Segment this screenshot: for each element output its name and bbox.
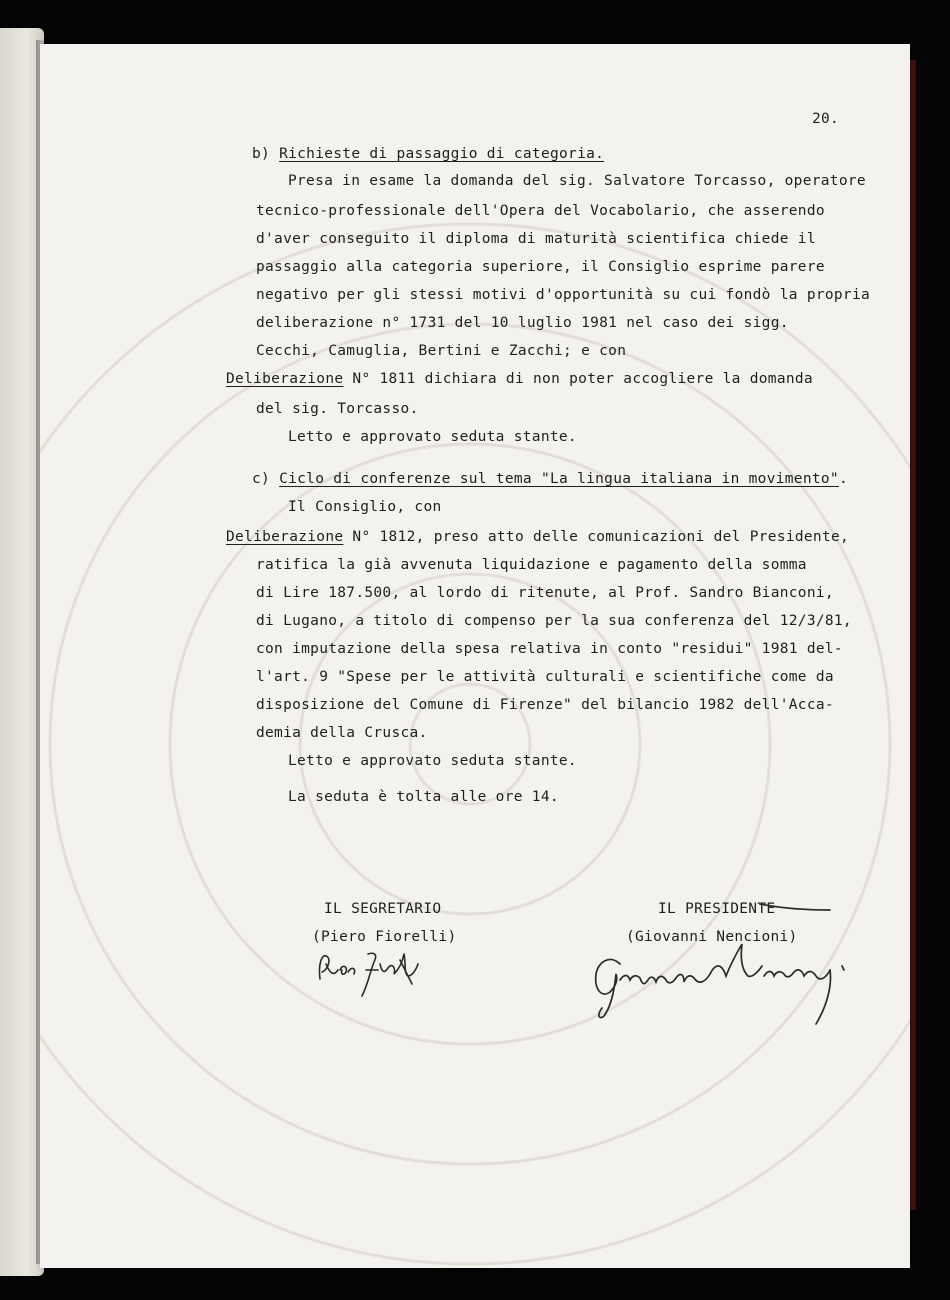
section-b-heading xyxy=(252,147,604,162)
section-c-line-6: disposizione del Comune di Firenze" del bilancio 1982 dell'Acca- xyxy=(256,697,834,713)
section-b-line-7: Cecchi, Camuglia, Bertini e Zacchi; e con xyxy=(256,343,627,359)
deliberation-1812-text: N° 1812, preso atto delle comunicazioni del Presidente, xyxy=(343,529,850,545)
section-c-title: Ciclo di conferenze sul tema "La lingua italiana in movimento" xyxy=(279,471,839,487)
section-b-approval: Letto e approvato seduta stante. xyxy=(288,429,577,445)
section-c-intro: Il Consiglio, con xyxy=(288,499,442,515)
section-b-deliberation xyxy=(226,372,813,387)
secretary-title: IL SEGRETARIO xyxy=(324,901,442,917)
secretary-name: (Piero Fiorelli) xyxy=(312,929,457,945)
closing-line: La seduta è tolta alle ore 14. xyxy=(288,789,559,805)
section-b-line-1: Presa in esame la domanda del sig. Salvatore Torcasso, operatore xyxy=(288,173,866,189)
section-c-title-end: . xyxy=(838,471,848,487)
page-number: 20. xyxy=(812,111,840,127)
section-b-title: Richieste di passaggio di categoria. xyxy=(279,146,605,162)
section-c-line-4: con imputazione della spesa relativa in conto "residui" 1981 del- xyxy=(256,641,843,657)
secretary-signature xyxy=(308,924,428,1004)
section-c-line-1: ratifica la già avvenuta liquidazione e pagamento della somma xyxy=(256,557,807,573)
section-c-approval: Letto e approvato seduta stante. xyxy=(288,753,577,769)
deliberation-1811-label: Deliberazione xyxy=(226,371,344,387)
document-page xyxy=(40,44,910,1268)
section-c-deliberation xyxy=(226,530,849,545)
section-b-line-5: negativo per gli stessi motivi d'opportunità su cui fondò la propria xyxy=(256,287,871,303)
section-b-line-6: deliberazione n° 1731 del 10 luglio 1981 nel caso dei sigg. xyxy=(256,315,789,331)
section-b-deliberation-cont: del sig. Torcasso. xyxy=(256,401,419,417)
president-signature xyxy=(580,901,870,1034)
deliberation-1812-label: Deliberazione xyxy=(226,529,344,545)
section-b-line-4: passaggio alla categoria superiore, il Consiglio esprime parere xyxy=(256,259,825,275)
president-title: IL PRESIDENTE xyxy=(658,901,776,917)
section-b-line-2: tecnico-professionale dell'Opera del Vocabolario, che asserendo xyxy=(256,203,825,219)
deliberation-1811-text: N° 1811 dichiara di non poter accogliere la domanda xyxy=(343,371,813,387)
section-c-line-7: demia della Crusca. xyxy=(256,725,428,741)
section-b-label: b) xyxy=(252,146,271,162)
section-c-label: c) xyxy=(252,471,271,487)
section-c-line-5: l'art. 9 "Spese per le attività culturali e scientifiche come da xyxy=(256,669,834,685)
section-c-heading xyxy=(252,472,848,487)
section-c-line-2: di Lire 187.500, al lordo di ritenute, al Prof. Sandro Bianconi, xyxy=(256,585,834,601)
section-c-line-3: di Lugano, a titolo di compenso per la sua conferenza del 12/3/81, xyxy=(256,613,852,629)
president-name: (Giovanni Nencioni) xyxy=(626,929,798,945)
section-b-line-3: d'aver conseguito il diploma di maturità scientifica chiede il xyxy=(256,231,816,247)
